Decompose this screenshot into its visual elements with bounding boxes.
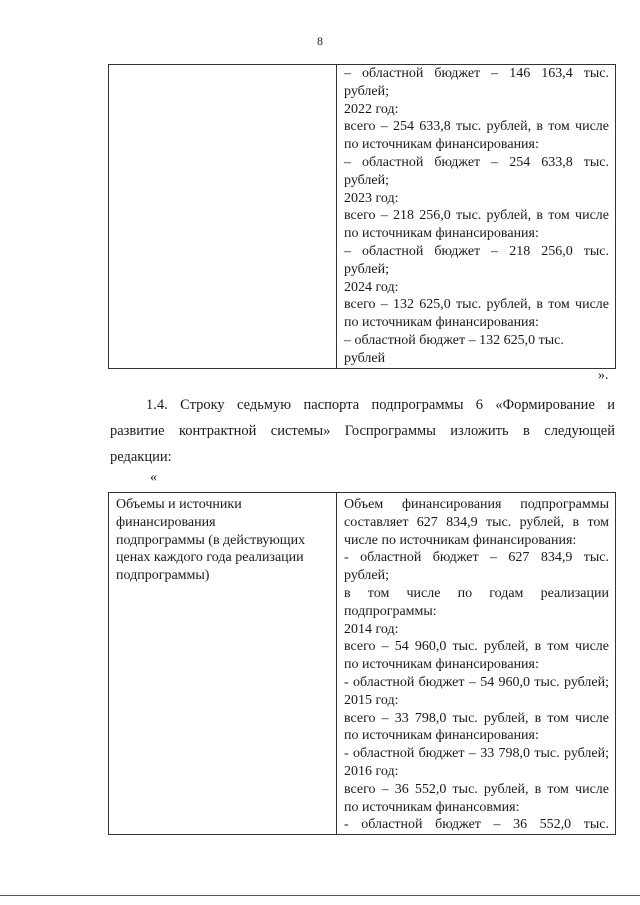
paragraph-line: развитие контрактной системы» Госпрограммы изложить в следующей <box>110 423 615 439</box>
paragraph-line: редакции: <box>110 449 172 465</box>
cell-line: 2023 год: <box>344 190 399 206</box>
cell-line: 2016 год: <box>344 763 399 779</box>
cell-line: по источникам финансирования: <box>344 137 539 153</box>
cell-line: по источникам финансирования: <box>344 657 539 673</box>
cell-line: составляет 627 834,9 тыс. рублей, в том <box>344 514 609 530</box>
left-cell-line: финансирования <box>116 514 216 530</box>
table2-right-cell <box>337 493 616 835</box>
page-number: 8 <box>317 34 323 48</box>
table2-left-cell <box>109 493 337 835</box>
left-cell-line: подпрограммы) <box>116 568 210 584</box>
closing-quote: ». <box>598 368 609 383</box>
cell-line: в том числе по годам реализации <box>344 585 609 601</box>
cell-line: - областной бюджет – 33 798,0 тыс. рублей; <box>344 746 609 762</box>
cell-line: 2014 год: <box>344 621 399 637</box>
table1-left-cell <box>109 65 337 369</box>
cell-line: – областной бюджет – 218 256,0 тыс. <box>344 243 609 259</box>
left-cell-line: ценах каждого года реализации <box>116 550 304 566</box>
table1-right-cell <box>337 65 616 369</box>
cell-line: - областной бюджет – 627 834,9 тыс. <box>344 550 609 566</box>
funding-table-continued <box>108 64 616 369</box>
left-cell-line: подпрограммы (в действующих <box>116 532 306 548</box>
cell-line: всего – 33 798,0 тыс. рублей, в том числе <box>344 710 609 726</box>
cell-line: всего – 54 960,0 тыс. рублей, в том числе <box>344 639 609 655</box>
cell-line: – областной бюджет – 146 163,4 тыс. <box>344 66 609 81</box>
cell-line: числе по источникам финансирования: <box>344 532 577 548</box>
cell-line: по источникам финансирования: <box>344 226 539 242</box>
cell-line: по источникам финансовмия: <box>344 799 520 815</box>
cell-line: 2015 год: <box>344 692 399 708</box>
cell-line: подпрограммы: <box>344 603 437 619</box>
funding-table-subprogram6 <box>108 492 616 835</box>
cell-line: рублей; <box>344 568 389 584</box>
cell-line: - областной бюджет – 36 552,0 тыс. <box>344 817 609 833</box>
cell-line: всего – 218 256,0 тыс. рублей, в том числе <box>344 208 609 224</box>
paragraph-line: 1.4. Строку седьмую паспорта подпрограммы 6 «Формирование и <box>146 397 615 413</box>
cell-line: рублей; <box>344 83 389 99</box>
cell-line: Объем финансирования подпрограммы <box>344 497 609 512</box>
cell-line: - областной бюджет – 54 960,0 тыс. рублей; <box>344 674 609 690</box>
cell-line: по источникам финансирования: <box>344 728 539 744</box>
cell-line: всего – 132 625,0 тыс. рублей, в том числе <box>344 297 609 313</box>
cell-line: по источникам финансирования: <box>344 315 539 331</box>
cell-line: рублей; <box>344 261 389 277</box>
cell-line: 2022 год: <box>344 101 399 117</box>
left-cell-line: Объемы и источники <box>116 497 242 512</box>
cell-line: всего – 36 552,0 тыс. рублей, в том числе <box>344 781 609 797</box>
cell-line: всего – 254 633,8 тыс. рублей, в том числе <box>344 119 609 135</box>
cell-line: рублей <box>344 350 386 366</box>
footer-rule <box>0 895 640 896</box>
amendment-paragraph <box>110 392 615 470</box>
cell-line: рублей; <box>344 172 389 188</box>
opening-quote: « <box>150 470 157 485</box>
cell-line: – областной бюджет – 254 633,8 тыс. <box>344 154 609 170</box>
cell-line: 2024 год: <box>344 279 399 295</box>
cell-line: – областной бюджет – 132 625,0 тыс. <box>344 332 564 348</box>
